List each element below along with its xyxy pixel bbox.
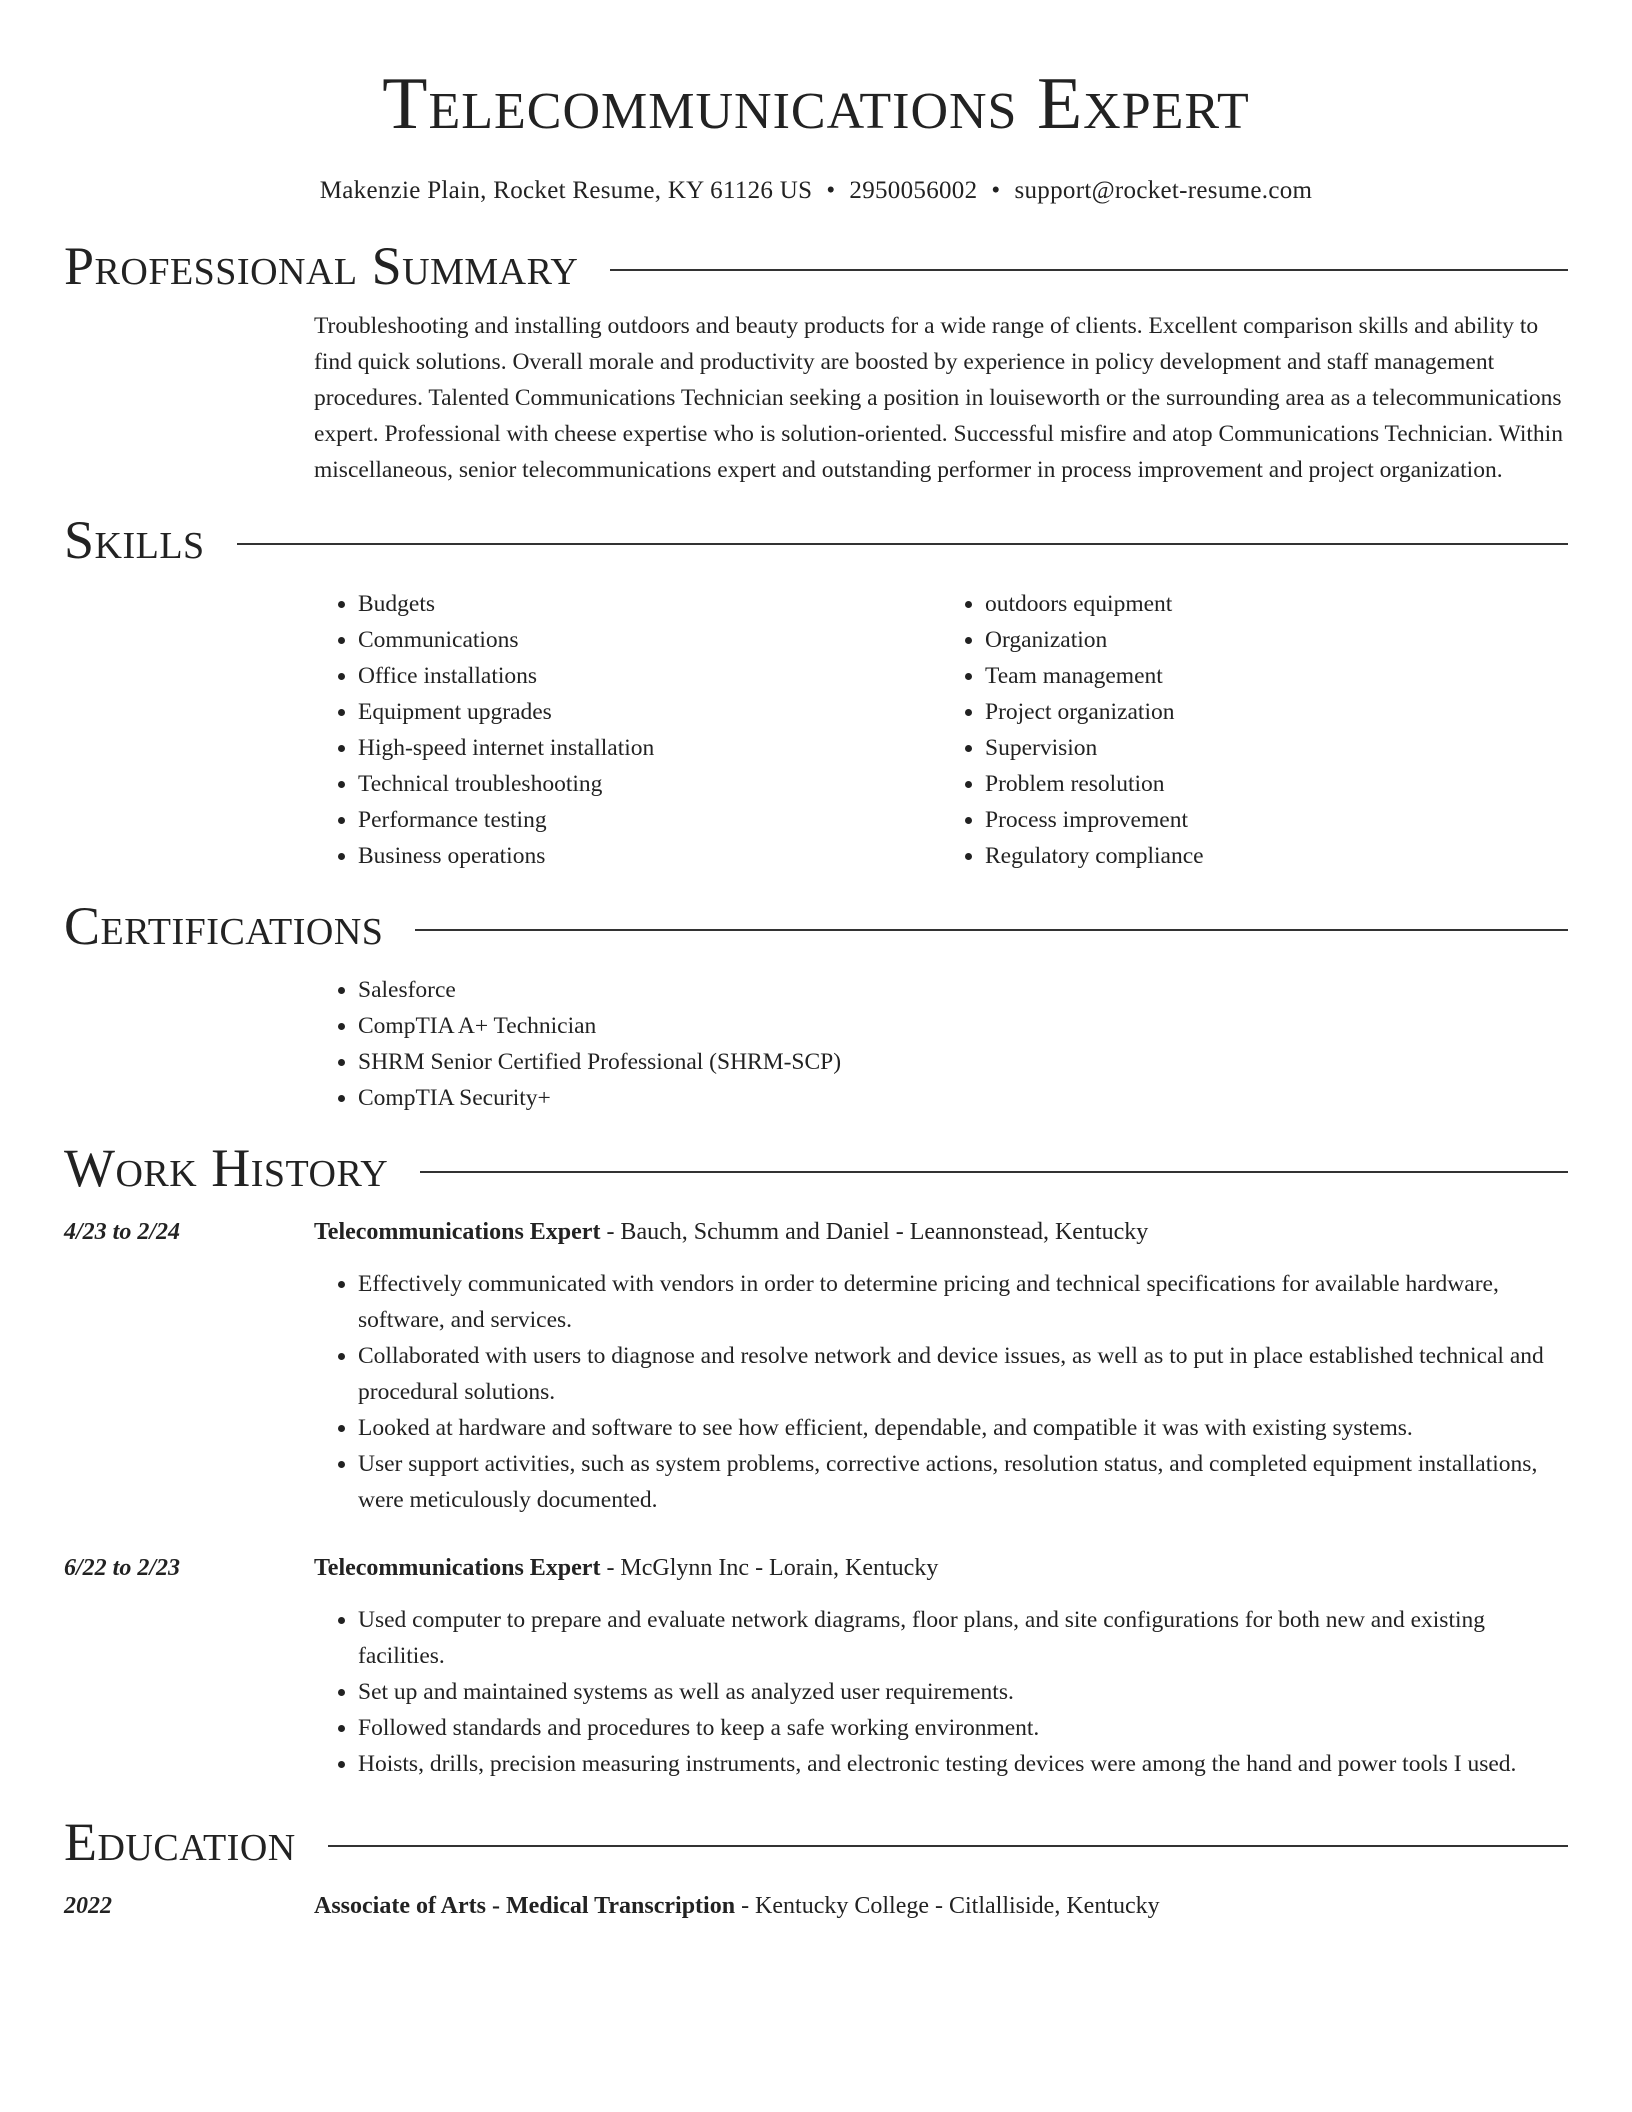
skill-item: • Budgets: [358, 586, 941, 622]
education-title-line: [314, 1888, 1568, 1924]
skill-item: • Equipment upgrades: [358, 694, 941, 730]
skill-item: • outdoors equipment: [985, 586, 1568, 622]
certifications-list: [314, 972, 1568, 1116]
section-title-skills: Skills: [64, 510, 205, 570]
education-year: 2022: [64, 1893, 112, 1919]
job-dates: 6/22 to 2/23: [64, 1555, 181, 1581]
section-title-certifications: Certifications: [64, 896, 384, 956]
job-bullet: • Set up and maintained systems as well as analyzed user requirements.: [358, 1674, 1568, 1710]
contact-address: Makenzie Plain, Rocket Resume, KY 61126 US: [319, 177, 813, 204]
job-bullets: [314, 1266, 1568, 1518]
section-divider: [610, 269, 1568, 271]
job-title-line: [314, 1214, 1568, 1250]
summary-text: Troubleshooting and installing outdoors and beauty products for a wide range of clients. Excellent comparison skills and ability to find quick solutions. Overall morale and productivity are boosted by experience in policy development and staff management procedures. Talented Communications Technician seeking a position in louiseworth or the surrounding area as a telecommunications expert. Professional with cheese expertise who is solution-oriented. Successful misfire and atop Communications Technician. Within miscellaneous, senior telecommunications expert and outstanding performer in process improvement and project organization.: [314, 313, 1563, 483]
job-bullet: • User support activities, such as system problems, corrective actions, resolution status, and completed equipment installations, were meticulously documented.: [358, 1446, 1568, 1518]
certification-item: • Salesforce: [358, 972, 1568, 1008]
skill-item: • Regulatory compliance: [985, 838, 1568, 874]
section-title-education: Education: [64, 1812, 296, 1872]
job-employer: - McGlynn Inc - Lorain, Kentucky: [600, 1555, 939, 1581]
section-divider: [237, 543, 1568, 545]
summary-section-header: [64, 236, 1568, 296]
section-divider: [415, 929, 1568, 931]
job-main: [314, 1214, 1568, 1518]
skill-item: • Communications: [358, 622, 941, 658]
job-bullet: • Collaborated with users to diagnose and resolve network and device issues, as well as to put in place established technical and procedural solutions.: [358, 1338, 1568, 1410]
job-bullet: • Followed standards and procedures to keep a safe working environment.: [358, 1710, 1568, 1746]
skills-list: [314, 586, 1568, 874]
job-role: Telecommunications Expert: [314, 1219, 601, 1245]
skill-item: • Process improvement: [985, 802, 1568, 838]
section-title-work: Work History: [64, 1138, 389, 1198]
job-bullet: • Hoists, drills, precision measuring instruments, and electronic testing devices were among the hand and power tools I used.: [358, 1746, 1568, 1782]
skill-item: • Performance testing: [358, 802, 941, 838]
job-bullet: • Effectively communicated with vendors in order to determine pricing and technical specifications for available hardware, software, and services.: [358, 1266, 1568, 1338]
certification-item: • CompTIA A+ Technician: [358, 1008, 1568, 1044]
job-bullet: • Looked at hardware and software to see how efficient, dependable, and compatible it was with existing systems.: [358, 1410, 1568, 1446]
job-title-line: [314, 1550, 1568, 1586]
job-bullets: [314, 1602, 1568, 1782]
skill-item: • Supervision: [985, 730, 1568, 766]
contact-phone: 2950056002: [849, 177, 978, 204]
skill-item: • Problem resolution: [985, 766, 1568, 802]
skill-item: • Technical troubleshooting: [358, 766, 941, 802]
job-employer: - Bauch, Schumm and Daniel - Leannonstead, Kentucky: [600, 1219, 1149, 1245]
job-dates: 4/23 to 2/24: [64, 1219, 181, 1245]
education-section-header: [64, 1812, 1568, 1872]
skill-item: • Office installations: [358, 658, 941, 694]
contact-separator: •: [826, 177, 836, 204]
summary-body: [314, 308, 1568, 488]
section-divider: [328, 1845, 1568, 1847]
certification-item: • CompTIA Security+: [358, 1080, 1568, 1116]
skills-section-header: [64, 510, 1568, 570]
section-divider: [420, 1171, 1568, 1173]
education-school: - Kentucky College - Citlalliside, Kentucky: [735, 1893, 1160, 1919]
work-section-header: [64, 1138, 1568, 1198]
skill-item: • Organization: [985, 622, 1568, 658]
certification-item: • SHRM Senior Certified Professional (SHRM-SCP): [358, 1044, 1568, 1080]
skill-item: • High-speed internet installation: [358, 730, 941, 766]
contact-email: support@rocket-resume.com: [1014, 177, 1313, 204]
resume-name: Telecommunications Expert: [382, 63, 1250, 145]
skill-item: • Team management: [985, 658, 1568, 694]
skill-item: • Project organization: [985, 694, 1568, 730]
contact-separator: •: [991, 177, 1001, 204]
education-main: [314, 1888, 1568, 1924]
job-entry: [64, 1550, 1568, 1782]
section-title-summary: Professional Summary: [64, 236, 579, 296]
skill-item: • Business operations: [358, 838, 941, 874]
education-degree: Associate of Arts - Medical Transcription: [314, 1893, 736, 1919]
contact-line: [64, 176, 1568, 206]
certifications-section-header: [64, 896, 1568, 956]
job-role: Telecommunications Expert: [314, 1555, 601, 1581]
education-entry: [64, 1888, 1568, 1924]
job-entry: [64, 1214, 1568, 1518]
job-main: [314, 1550, 1568, 1782]
skills-column-left: [314, 586, 941, 874]
job-bullet: • Used computer to prepare and evaluate network diagrams, floor plans, and site configurations for both new and existing facilities.: [358, 1602, 1568, 1674]
skills-column-right: [941, 586, 1568, 874]
